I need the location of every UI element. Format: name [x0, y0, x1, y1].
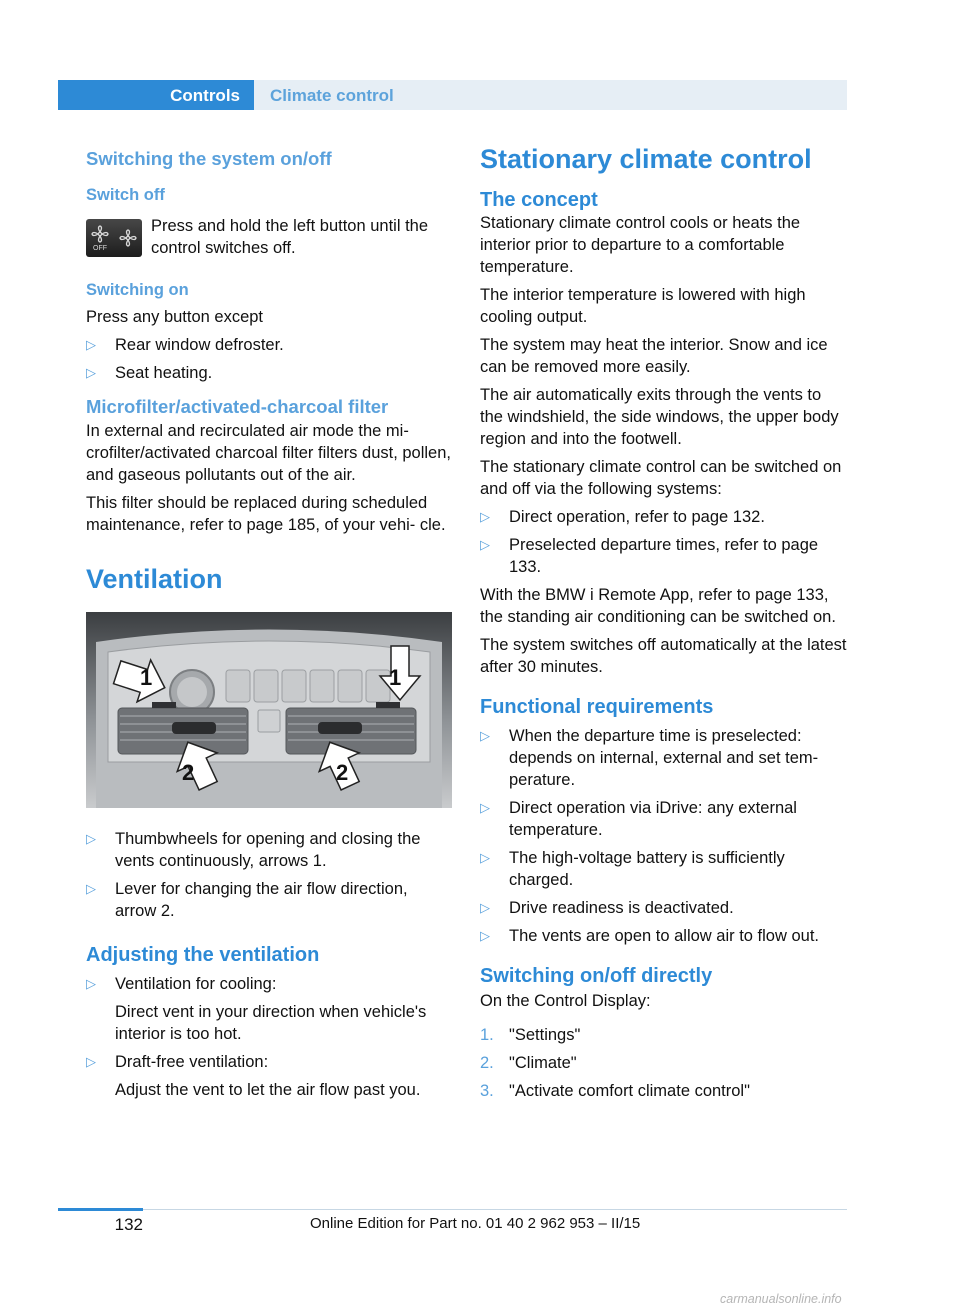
- arrow-label-2-right: 2: [336, 760, 349, 785]
- triangle-bullet-icon: ▷: [86, 1054, 96, 1069]
- page-number: 132: [114, 1215, 143, 1234]
- concept-paragraph-4: The air automatically exits through the vents to the windshield, the side windows, the upper body region and into the footwell.: [480, 386, 839, 448]
- fan-off-icon: [86, 219, 142, 257]
- switch-off-row: [86, 215, 452, 277]
- switching-direct-title: Switching on/off directly: [480, 965, 713, 987]
- list-item: ▷ Drive readiness is deactivated.: [480, 899, 734, 917]
- list-item: ▷ Direct operation, refer to page 132.: [480, 508, 765, 526]
- dashboard-vents-image: [86, 612, 452, 808]
- switching-on-title: Switching on: [86, 281, 189, 299]
- switch-off-text: Press and hold the left button until the control switches off.: [151, 217, 429, 257]
- header-subsection[interactable]: Climate control: [270, 86, 394, 105]
- remote-app-paragraph: With the BMW i Remote App, refer to page 133, the standing air conditioning can be switched on.: [480, 586, 836, 626]
- microfilter-paragraph-1: In external and recirculated air mode the mi‐ crofilter/activated charcoal filter filters dust, pollen, and gaseous pollutants out of the air.: [86, 422, 451, 484]
- arrow-label-2-left: 2: [182, 760, 195, 785]
- list-item: ▷ When the departure time is preselected: depends on internal, external and set tem‐ perature.: [480, 727, 819, 789]
- switching-on-list: [86, 334, 452, 384]
- auto-off-paragraph: The system switches off automatically at the latest after 30 minutes.: [480, 636, 847, 676]
- edition-text: Online Edition for Part no. 01 40 2 962 953 – II/15: [310, 1215, 641, 1232]
- triangle-bullet-icon: ▷: [480, 928, 490, 943]
- off-button-image: [86, 219, 142, 257]
- list-item: ▷ Thumbwheels for opening and closing the vents continuously, arrows 1.: [86, 830, 421, 870]
- systems-list: [480, 506, 847, 578]
- list-item: ▷ The high-voltage battery is sufficiently charged.: [480, 849, 785, 889]
- list-item: ▷ Seat heating.: [86, 364, 213, 382]
- microfilter-title: Microfilter/activated-charcoal filter: [86, 396, 389, 417]
- concept-title: The concept: [480, 189, 598, 211]
- triangle-bullet-icon: ▷: [86, 365, 96, 380]
- triangle-bullet-icon: ▷: [86, 976, 96, 991]
- footer-accent-bar: [58, 1208, 143, 1211]
- triangle-bullet-icon: ▷: [480, 728, 490, 743]
- right-column: [480, 140, 847, 1108]
- steps-list: [480, 1024, 847, 1102]
- triangle-bullet-icon: ▷: [86, 337, 96, 352]
- switching-on-intro: Press any button except: [86, 308, 264, 326]
- list-item: ▷ Direct operation via iDrive: any external temperature.: [480, 799, 797, 839]
- footer-divider: [58, 1209, 847, 1210]
- triangle-bullet-icon: ▷: [480, 850, 490, 865]
- arrow-label-1-right: 1: [389, 665, 402, 690]
- triangle-bullet-icon: ▷: [86, 881, 96, 896]
- control-display-intro: On the Control Display:: [480, 992, 651, 1010]
- list-item: ▷ Ventilation for cooling: Direct vent in your direction when vehicle's interior is too hot.: [86, 975, 427, 1043]
- adjusting-list: [86, 973, 452, 1101]
- left-column: [86, 140, 452, 1107]
- list-item: ▷ Preselected departure times, refer to page 133.: [480, 536, 819, 576]
- vent-illustration: [86, 612, 452, 808]
- list-item: 3. "Activate comfort climate control": [480, 1082, 750, 1100]
- list-item: ▷ Draft-free ventilation: Adjust the vent to let the air flow past you.: [86, 1053, 421, 1099]
- watermark: carmanualsonline.info: [720, 1292, 842, 1306]
- triangle-bullet-icon: ▷: [480, 800, 490, 815]
- concept-paragraph-5: The stationary climate control can be switched on and off via the following systems:: [480, 458, 842, 498]
- triangle-bullet-icon: ▷: [480, 537, 490, 552]
- microfilter-paragraph-2: This filter should be replaced during scheduled maintenance, refer to page 185, of your vehi‐ cle.: [86, 494, 446, 534]
- vent-list: [86, 828, 452, 922]
- triangle-bullet-icon: ▷: [480, 900, 490, 915]
- adjusting-title: Adjusting the ventilation: [86, 944, 320, 966]
- functional-title: Functional requirements: [480, 696, 714, 718]
- functional-list: [480, 725, 847, 947]
- triangle-bullet-icon: ▷: [86, 831, 96, 846]
- list-item: ▷ Lever for changing the air flow direction, arrow 2.: [86, 880, 408, 920]
- list-item: 2. "Climate": [480, 1054, 577, 1072]
- switch-off-title: Switch off: [86, 186, 165, 204]
- list-item: ▷ The vents are open to allow air to flow out.: [480, 927, 820, 945]
- concept-paragraph-1: Stationary climate control cools or heats the interior prior to departure to a comfortable temperature.: [480, 214, 801, 276]
- list-item: 1. "Settings": [480, 1026, 581, 1044]
- list-item: ▷ Rear window defroster.: [86, 336, 284, 354]
- triangle-bullet-icon: ▷: [480, 509, 490, 524]
- arrow-label-1-left: 1: [140, 665, 153, 690]
- concept-paragraph-3: The system may heat the interior. Snow and ice can be removed more easily.: [480, 336, 828, 376]
- stationary-title: Stationary climate control: [480, 144, 812, 174]
- switching-title: Switching the system on/off: [86, 148, 332, 169]
- header-section-tab[interactable]: Controls: [58, 80, 254, 110]
- ventilation-title: Ventilation: [86, 564, 223, 594]
- concept-paragraph-2: The interior temperature is lowered with high cooling output.: [480, 286, 806, 326]
- off-label: OFF: [93, 245, 107, 252]
